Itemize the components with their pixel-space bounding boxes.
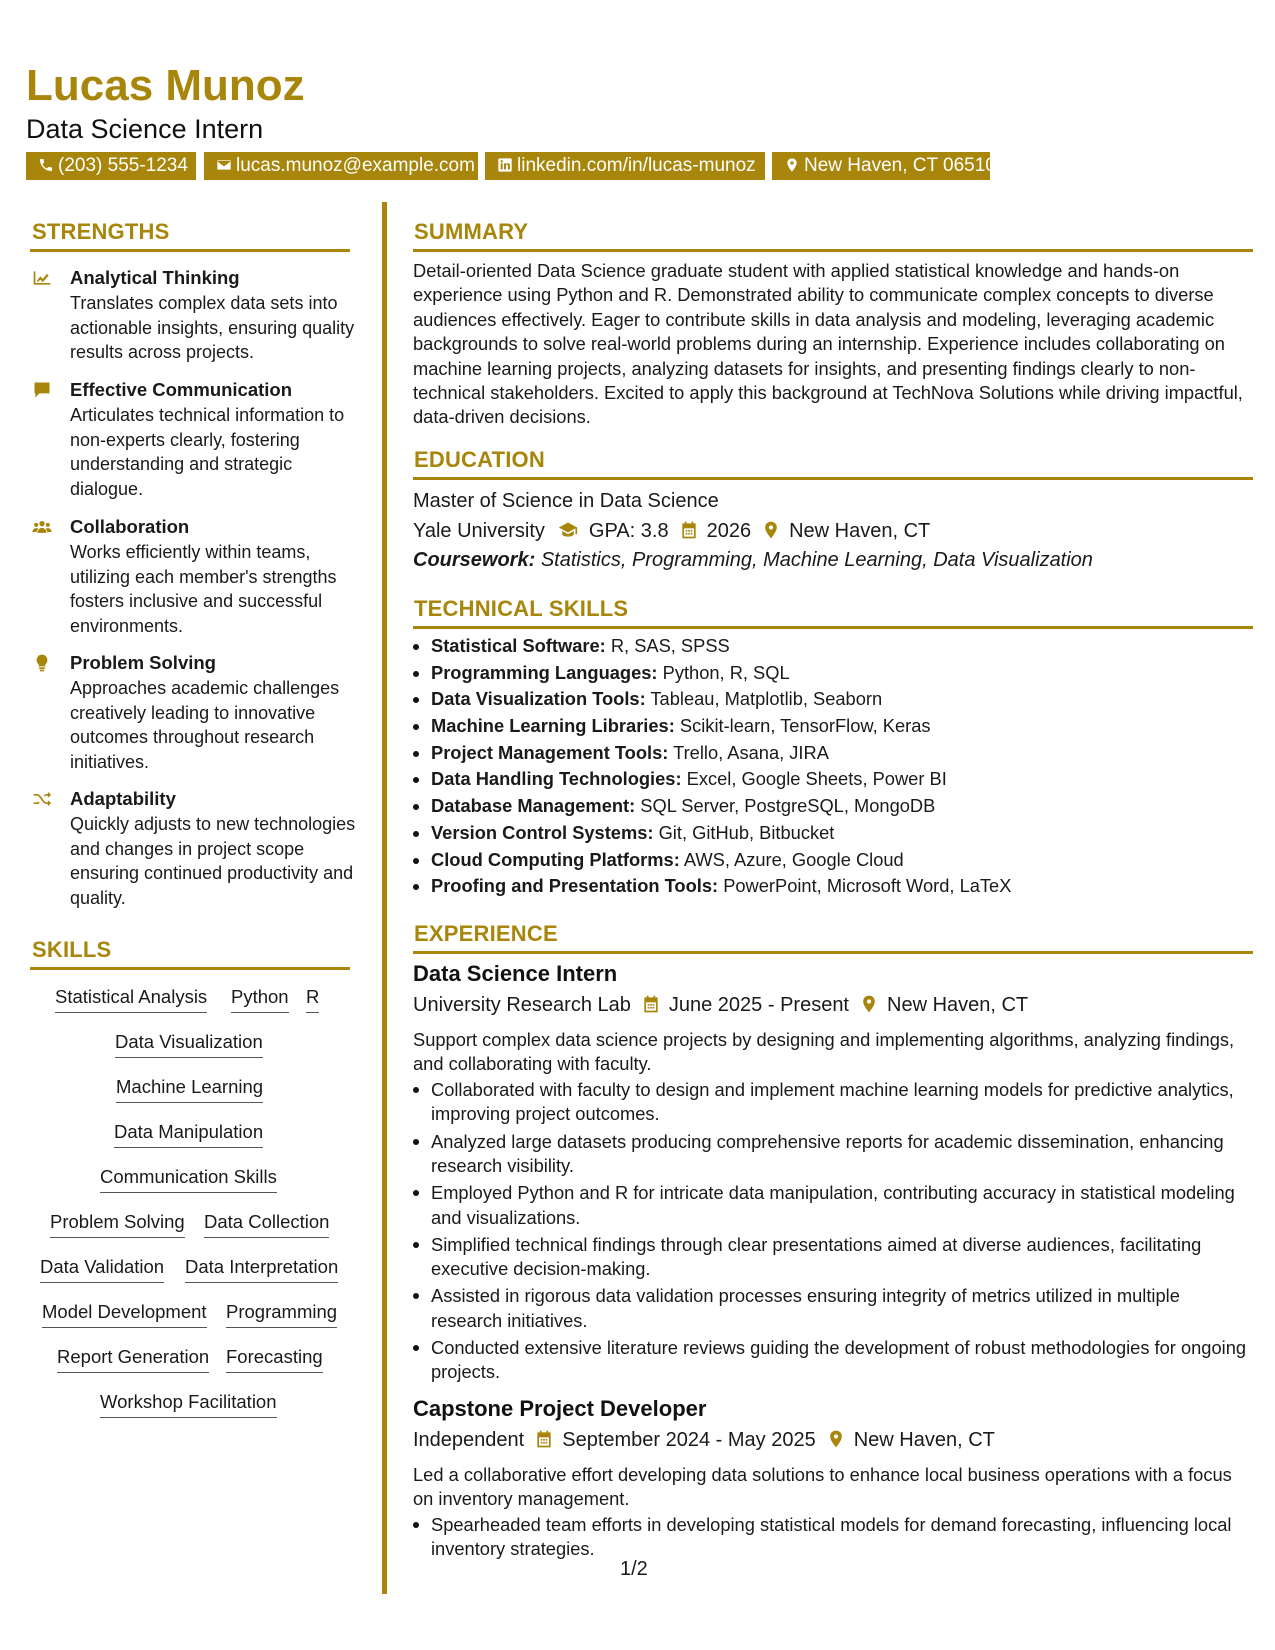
education-rule bbox=[413, 477, 1253, 480]
experience-title: EXPERIENCE bbox=[414, 921, 558, 946]
list-item bbox=[413, 633, 1011, 660]
skill-tag: Forecasting bbox=[226, 1345, 323, 1373]
list-item: Analyzed large datasets producing comprehensive reports for academic dissemination, enhancing research visibility. bbox=[413, 1130, 1253, 1179]
strength-desc: Works efficiently within teams, utilizing each member's strengths fosters inclusive and successful environments. bbox=[70, 542, 337, 636]
skill-value: R, SAS, SPSS bbox=[610, 635, 730, 656]
skill-value: Python, R, SQL bbox=[662, 661, 790, 683]
map-pin-icon bbox=[761, 520, 781, 540]
skill-label: Project Management Tools: bbox=[431, 741, 669, 763]
strength-desc: Translates complex data sets into actionable insights, ensuring quality results across projects. bbox=[70, 293, 355, 362]
page-number: 1/2 bbox=[620, 1558, 648, 1580]
skill-tag: Workshop Facilitation bbox=[100, 1390, 277, 1418]
strength-name: Analytical Thinking bbox=[70, 267, 240, 288]
list-item: Simplified technical findings through clear presentations aimed at diverse audiences, facilitating executive decision-making. bbox=[413, 1233, 1253, 1282]
job-org: University Research Lab bbox=[413, 994, 631, 1016]
skill-tag: Report Generation bbox=[57, 1345, 209, 1373]
job-bullets bbox=[413, 1513, 1253, 1565]
skill-label: Proofing and Presentation Tools: bbox=[431, 875, 719, 897]
degree: Master of Science in Data Science bbox=[413, 490, 719, 512]
strengths-rule bbox=[30, 249, 350, 252]
line-chart-icon bbox=[32, 268, 54, 288]
users-icon bbox=[32, 517, 54, 537]
list-item bbox=[413, 740, 1011, 767]
skill-label: Data Handling Technologies: bbox=[431, 768, 682, 790]
skills-rule bbox=[30, 967, 350, 970]
summary-rule bbox=[413, 249, 1253, 252]
education-title: EDUCATION bbox=[414, 447, 545, 472]
calendar-icon bbox=[641, 994, 661, 1014]
skill-label: Database Management: bbox=[431, 795, 636, 817]
coursework-list: Statistics, Programming, Machine Learning, Data Visualization bbox=[540, 549, 1093, 571]
list-item: Conducted extensive literature reviews guiding the development of robust methodologies for ongoing projects. bbox=[413, 1336, 1253, 1385]
shuffle-icon bbox=[32, 789, 54, 809]
skill-tag: Data Validation bbox=[40, 1255, 164, 1283]
skill-tag: Data Visualization bbox=[115, 1030, 263, 1058]
skill-label: Statistical Software: bbox=[431, 635, 606, 656]
skill-value: Scikit-learn, TensorFlow, Keras bbox=[679, 715, 931, 737]
calendar-icon bbox=[679, 520, 699, 540]
summary-title: SUMMARY bbox=[414, 219, 529, 244]
job-bullets bbox=[413, 1078, 1253, 1388]
list-item: Assisted in rigorous data validation processes ensuring integrity of metrics utilized in multiple research initiatives. bbox=[413, 1284, 1253, 1333]
list-item bbox=[413, 873, 1011, 900]
skill-tag: Statistical Analysis bbox=[55, 985, 207, 1013]
skill-value: Git, GitHub, Bitbucket bbox=[658, 821, 835, 843]
map-pin-icon bbox=[859, 994, 879, 1014]
contact-location-text: New Haven, CT 06510 bbox=[804, 155, 996, 176]
contact-phone[interactable] bbox=[26, 152, 196, 180]
job-location: New Haven, CT bbox=[853, 1429, 995, 1451]
grad-year: 2026 bbox=[706, 520, 752, 542]
strength-name: Collaboration bbox=[70, 516, 190, 537]
graduation-cap-icon bbox=[555, 520, 581, 540]
skill-tag: Data Manipulation bbox=[114, 1120, 263, 1148]
skill-label: Version Control Systems: bbox=[431, 821, 654, 843]
speech-bubble-icon bbox=[32, 380, 54, 400]
list-item bbox=[413, 660, 1011, 687]
skill-value: PowerPoint, Microsoft Word, LaTeX bbox=[723, 875, 1012, 897]
job-title: Data Science Intern bbox=[413, 961, 618, 986]
technical-skills-rule bbox=[413, 626, 1253, 629]
skill-value: Trello, Asana, JIRA bbox=[673, 741, 829, 763]
experience-rule bbox=[413, 951, 1253, 954]
calendar-icon bbox=[534, 1429, 554, 1449]
linkedin-icon bbox=[497, 157, 513, 173]
list-item: Employed Python and R for intricate data manipulation, contributing accuracy in statistical modeling and visualizations. bbox=[413, 1181, 1253, 1230]
job-title: Capstone Project Developer bbox=[413, 1396, 707, 1421]
job-dates: September 2024 - May 2025 bbox=[562, 1429, 816, 1451]
strength-name: Problem Solving bbox=[70, 652, 216, 673]
gpa: GPA: 3.8 bbox=[588, 520, 669, 542]
strength-name: Effective Communication bbox=[70, 379, 293, 400]
list-item bbox=[413, 820, 1011, 847]
skill-tag: Data Interpretation bbox=[185, 1255, 338, 1283]
strength-name: Adaptability bbox=[70, 788, 176, 809]
lightbulb-icon bbox=[32, 653, 54, 673]
school: Yale University bbox=[413, 520, 545, 542]
phone-icon bbox=[38, 157, 54, 173]
skill-label: Cloud Computing Platforms: bbox=[431, 848, 680, 870]
job-meta bbox=[413, 1427, 995, 1453]
list-item bbox=[413, 847, 1011, 874]
contact-email-text: lucas.munoz@example.com bbox=[236, 155, 475, 176]
strength-desc: Articulates technical information to non-experts clearly, fostering understanding and strategic dialogue. bbox=[70, 405, 345, 499]
skill-tag: Programming bbox=[226, 1300, 337, 1328]
job-org: Independent bbox=[413, 1429, 525, 1451]
skill-value: AWS, Azure, Google Cloud bbox=[683, 848, 904, 870]
contact-linkedin-text: linkedin.com/in/lucas-munoz bbox=[517, 155, 756, 176]
summary-text: Detail-oriented Data Science graduate student with applied statistical knowledge and hands-on experience using Python and R. Demonstrated ability to communicate complex concepts to diverse audiences effectively. Eager to contribute skills in data analysis and modeling, leveraging academic backgrounds to solve real-world problems during an internship. Experience includes collaborating on machine learning projects, analyzing datasets for insights, and presenting findings clearly to non-technical stakeholders. Excited to apply this background at TechNova Solutions while driving impactful, data-driven decisions. bbox=[413, 260, 1243, 428]
skill-tag: Data Collection bbox=[204, 1210, 329, 1238]
strengths-title: STRENGTHS bbox=[32, 219, 170, 244]
column-divider bbox=[382, 202, 387, 1594]
technical-skills-title: TECHNICAL SKILLS bbox=[414, 596, 629, 621]
skill-tag: Problem Solving bbox=[50, 1210, 185, 1238]
skill-tag: Python bbox=[231, 985, 289, 1013]
skill-tag: R bbox=[306, 985, 319, 1013]
strength-desc: Approaches academic challenges creatively leading to innovative outcomes throughout research initiatives. bbox=[70, 678, 340, 772]
skill-label: Machine Learning Libraries: bbox=[431, 715, 675, 737]
contact-phone-text: (203) 555-1234 bbox=[58, 155, 188, 176]
list-item bbox=[413, 793, 1011, 820]
candidate-name: Lucas Munoz bbox=[26, 61, 305, 110]
job-summary: Led a collaborative effort developing data solutions to enhance local business operations with a focus on inventory management. bbox=[413, 1464, 1232, 1510]
candidate-role: Data Science Intern bbox=[26, 114, 264, 144]
strength-desc: Quickly adjusts to new technologies and changes in project scope ensuring continued productivity and quality. bbox=[70, 814, 356, 908]
skill-value: SQL Server, PostgreSQL, MongoDB bbox=[640, 795, 936, 817]
coursework bbox=[413, 547, 1093, 573]
skill-tag: Communication Skills bbox=[100, 1165, 277, 1193]
education-meta bbox=[413, 518, 930, 544]
map-pin-icon bbox=[784, 157, 800, 173]
job-meta bbox=[413, 992, 1028, 1018]
contact-email[interactable] bbox=[204, 152, 478, 180]
skill-value: Tableau, Matplotlib, Seaborn bbox=[650, 688, 883, 710]
technical-skills-list bbox=[413, 633, 1011, 900]
list-item: Spearheaded team efforts in developing statistical models for demand forecasting, influencing local inventory strategies. bbox=[413, 1513, 1253, 1562]
list-item bbox=[413, 686, 1011, 713]
skill-label: Data Visualization Tools: bbox=[431, 688, 646, 710]
edu-location: New Haven, CT bbox=[789, 520, 931, 542]
coursework-label: Coursework: bbox=[413, 549, 536, 571]
job-summary: Support complex data science projects by designing and implementing algorithms, analyzing findings, and collaborating with faculty. bbox=[413, 1029, 1235, 1075]
list-item: Collaborated with faculty to design and implement machine learning models for predictive analytics, improving project outcomes. bbox=[413, 1078, 1253, 1127]
contact-linkedin[interactable] bbox=[485, 152, 765, 180]
skills-title: SKILLS bbox=[32, 937, 112, 962]
list-item bbox=[413, 713, 1011, 740]
envelope-icon bbox=[216, 157, 232, 173]
skill-tag: Model Development bbox=[42, 1300, 207, 1328]
job-dates: June 2025 - Present bbox=[668, 994, 849, 1016]
map-pin-icon bbox=[826, 1429, 846, 1449]
skill-label: Programming Languages: bbox=[431, 661, 658, 683]
job-location: New Haven, CT bbox=[887, 994, 1029, 1016]
list-item bbox=[413, 766, 1011, 793]
skill-value: Excel, Google Sheets, Power BI bbox=[686, 768, 947, 790]
contact-location bbox=[772, 152, 996, 180]
skill-tag: Machine Learning bbox=[116, 1075, 263, 1103]
